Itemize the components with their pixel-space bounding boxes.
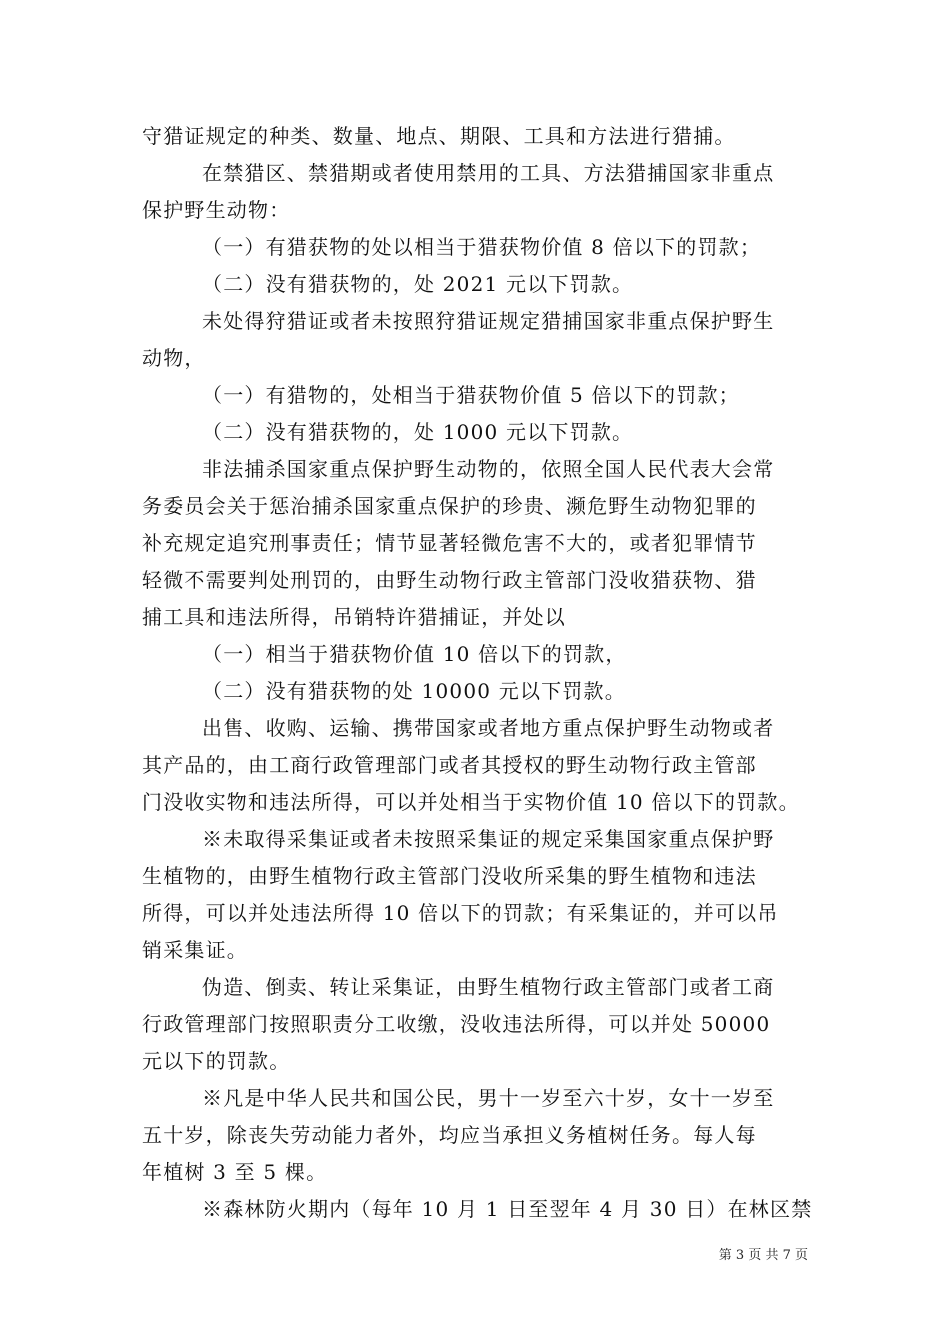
- text-line: 其产品的，由工商行政管理部门或者其授权的野生动物行政主管部: [142, 753, 757, 777]
- text-line: ※未取得采集证或者未按照采集证的规定采集国家重点保护野: [202, 827, 775, 851]
- text-line: 元以下的罚款。: [142, 1049, 291, 1073]
- text-line: 捕工具和违法所得，吊销特许猎捕证，并处以: [142, 605, 566, 629]
- text-line: 五十岁，除丧失劳动能力者外，均应当承担义务植树任务。每人每: [142, 1123, 757, 1147]
- text-line: 门没收实物和违法所得，可以并处相当于实物价值 10 倍以下的罚款。: [142, 790, 800, 814]
- text-line: 非法捕杀国家重点保护野生动物的，依照全国人民代表大会常: [202, 457, 775, 481]
- list-item: （二）没有猎获物的，处 2021 元以下罚款。: [202, 272, 634, 296]
- text-line: ※凡是中华人民共和国公民，男十一岁至六十岁，女十一岁至: [202, 1086, 775, 1110]
- list-item: （一）相当于猎获物价值 10 倍以下的罚款，: [202, 642, 627, 666]
- text-line: 务委员会关于惩治捕杀国家重点保护的珍贵、濒危野生动物犯罪的: [142, 494, 757, 518]
- text-line: 出售、收购、运输、携带国家或者地方重点保护野生动物或者: [202, 716, 775, 740]
- list-item: （一）有猎获物的处以相当于猎获物价值 8 倍以下的罚款；: [202, 235, 762, 259]
- list-item: （一）有猎物的，处相当于猎获物价值 5 倍以下的罚款；: [202, 383, 740, 407]
- text-line: 动物，: [142, 346, 206, 370]
- text-line: 保护野生动物：: [142, 198, 291, 222]
- document-body: [142, 118, 812, 1228]
- text-line: 伪造、倒卖、转让采集证，由野生植物行政主管部门或者工商: [202, 975, 775, 999]
- list-item: （二）没有猎获物的处 10000 元以下罚款。: [202, 679, 626, 703]
- text-line: 年植树 3 至 5 棵。: [142, 1160, 328, 1184]
- text-line: 销采集证。: [142, 938, 248, 962]
- text-line: 生植物的，由野生植物行政主管部门没收所采集的野生植物和违法: [142, 864, 757, 888]
- text-line: 在禁猎区、禁猎期或者使用禁用的工具、方法猎捕国家非重点: [202, 161, 775, 185]
- text-line: 轻微不需要判处刑罚的，由野生动物行政主管部门没收猎获物、猎: [142, 568, 757, 592]
- text-line: 未处得狩猎证或者未按照狩猎证规定猎捕国家非重点保护野生: [202, 309, 775, 333]
- text-line: ※森林防火期内（每年 10 月 1 日至翌年 4 月 30 日）在林区禁: [202, 1197, 813, 1221]
- text-line: 行政管理部门按照职责分工收缴，没收违法所得，可以并处 50000: [142, 1012, 771, 1036]
- text-line: 所得，可以并处违法所得 10 倍以下的罚款；有采集证的，并可以吊: [142, 901, 779, 925]
- list-item: （二）没有猎获物的，处 1000 元以下罚款。: [202, 420, 634, 444]
- text-line: 守猎证规定的种类、数量、地点、期限、工具和方法进行猎捕。: [142, 124, 736, 148]
- text-line: 补充规定追究刑事责任；情节显著轻微危害不大的，或者犯罪情节: [142, 531, 757, 555]
- page-number: 第 3 页 共 7 页: [718, 1248, 808, 1263]
